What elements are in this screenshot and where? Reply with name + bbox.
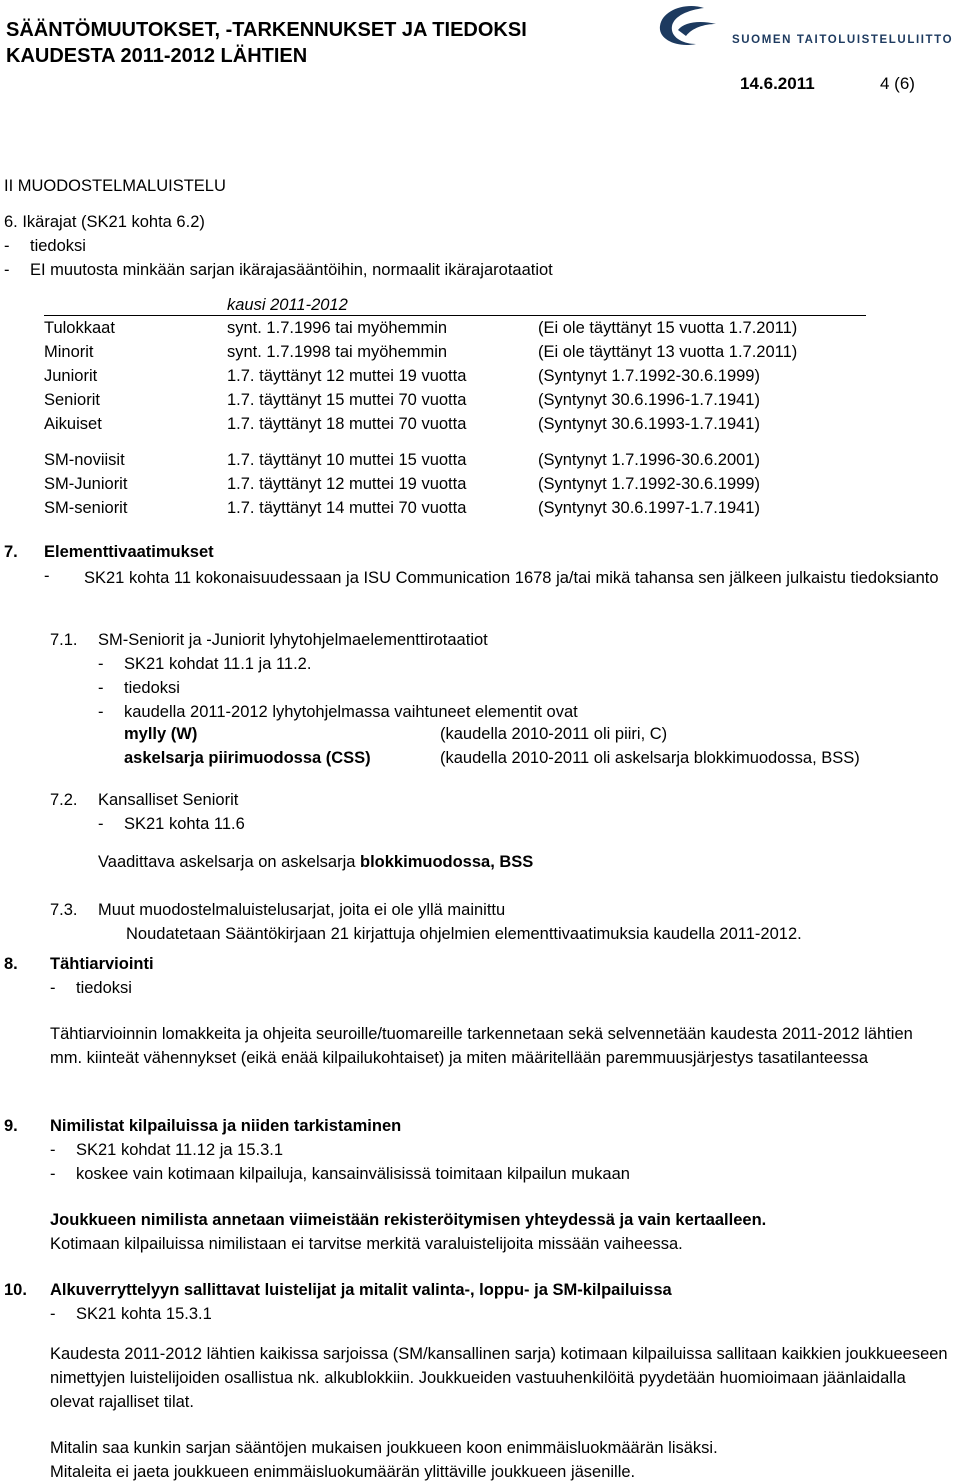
- table-rule: [44, 315, 866, 316]
- bullet-item: - kaudella 2011-2012 lyhytohjelmassa vaihtuneet elementit ovat: [98, 703, 578, 721]
- season-label: kausi 2011-2012: [227, 296, 348, 314]
- element-name: askelsarja piirimuodossa (CSS): [124, 749, 371, 767]
- paragraph: Tähtiarvioinnin lomakkeita ja ohjeita seuroille/tuomareille tarkennetaan sekä selvennetään kaudesta 2011-2012 lähtien mm. kiinteät vähennykset (eikä enää kilpailukohtaiset) ja miten määritellään paremmuusjärjestys tasatilanteessa: [50, 1025, 913, 1067]
- subsection-title: Muut muodostelmaluistelusarjat, joita ei ole yllä mainittu: [98, 901, 506, 919]
- requirement-text: Vaadittava askelsarja on askelsarja blokkimuodossa, BSS: [98, 853, 534, 871]
- subsection-title: SM-Seniorit ja -Juniorit lyhytohjelmaelementtirotaatiot: [98, 631, 488, 649]
- element-name: mylly (W): [124, 725, 198, 743]
- section-7-title: Elementtivaatimukset: [44, 543, 214, 561]
- subsection-number: 7.3.: [50, 901, 78, 919]
- table-row: SM-seniorit 1.7. täyttänyt 14 muttei 70 vuotta (Syntynyt 30.6.1997-1.7.1941): [44, 499, 760, 517]
- table-row: SM-noviisit 1.7. täyttänyt 10 muttei 15 vuotta (Syntynyt 1.7.1996-30.6.2001): [44, 451, 760, 469]
- table-row: Tulokkaat synt. 1.7.1996 tai myöhemmin (Ei ole täyttänyt 15 vuotta 1.7.2011): [44, 319, 798, 337]
- bullet-dash: -: [44, 567, 50, 585]
- table-row: Minorit synt. 1.7.1998 tai myöhemmin (Ei ole täyttänyt 13 vuotta 1.7.2011): [44, 343, 798, 361]
- bullet-item: - tiedoksi: [4, 237, 86, 255]
- document-title-line1: SÄÄNTÖMUUTOKSET, -TARKENNUKSET JA TIEDOKSI: [6, 19, 527, 41]
- subsection-number: 7.2.: [50, 791, 78, 809]
- section-7-number: 7.: [4, 543, 18, 561]
- bullet-item: - tiedoksi: [98, 679, 180, 697]
- bullet-item: - SK21 kohta 15.3.1: [50, 1305, 212, 1323]
- section-10-number: 10.: [4, 1281, 27, 1299]
- subsection-title: Kansalliset Seniorit: [98, 791, 239, 809]
- element-note: (kaudella 2010-2011 oli askelsarja blokkimuodossa, BSS): [440, 749, 860, 767]
- document-title-line2: KAUDESTA 2011-2012 LÄHTIEN: [6, 45, 308, 67]
- section-9-number: 9.: [4, 1117, 18, 1135]
- section-8-number: 8.: [4, 955, 18, 973]
- subsection-number: 7.1.: [50, 631, 78, 649]
- bullet-item: SK21 kohta 11 kokonaisuudessaan ja ISU Communication 1678 ja/tai mikä tahansa sen jälkeen julkaistu tiedoksianto: [84, 569, 939, 587]
- section-9-title: Nimilistat kilpailuissa ja niiden tarkistaminen: [50, 1117, 402, 1135]
- paragraph: Mitaleita ei jaeta joukkueen enimmäisluokumäärän ylittäville joukkueen jäsenille.: [50, 1463, 636, 1481]
- document-date: 14.6.2011: [740, 74, 815, 93]
- federation-logo-icon: [656, 4, 722, 48]
- table-row: SM-Juniorit 1.7. täyttänyt 12 muttei 19 vuotta (Syntynyt 1.7.1992-30.6.1999): [44, 475, 760, 493]
- section-8-title: Tähtiarviointi: [50, 955, 154, 973]
- table-row: Seniorit 1.7. täyttänyt 15 muttei 70 vuotta (Syntynyt 30.6.1996-1.7.1941): [44, 391, 760, 409]
- bullet-item: - tiedoksi: [50, 979, 132, 997]
- element-note: (kaudella 2010-2011 oli piiri, C): [440, 725, 668, 743]
- section-6-title: 6. Ikärajat (SK21 kohta 6.2): [4, 213, 205, 231]
- paragraph: Mitalin saa kunkin sarjan sääntöjen mukaisen joukkueen koon enimmäisluokmäärän lisäksi.: [50, 1439, 718, 1457]
- page-number: 4 (6): [880, 74, 915, 93]
- paragraph: Kaudesta 2011-2012 lähtien kaikissa sarjoissa (SM/kansallinen sarja) kotimaan kilpailuissa sallitaan kaikkien joukkueeseen nimettyjen luistelijoiden osallistua nk. alkublokkiin. Joukkueiden vastuuhenkilöitä pyydetään huomioimaan jäänlaidalla olevat rajalliset tilat.: [50, 1345, 948, 1411]
- bullet-item: - SK21 kohdat 11.12 ja 15.3.1: [50, 1141, 284, 1159]
- paragraph: Noudatetaan Sääntökirjaan 21 kirjattuja ohjelmien elementtivaatimuksia kaudella 2011-2012.: [126, 925, 802, 943]
- section-10-title: Alkuverryttelyyn sallittavat luistelijat ja mitalit valinta-, loppu- ja SM-kilpailuissa: [50, 1281, 672, 1299]
- bullet-item: - SK21 kohta 11.6: [98, 815, 245, 833]
- bullet-item: - koskee vain kotimaan kilpailuja, kansainvälisissä toimitaan kilpailun mukaan: [50, 1165, 630, 1183]
- table-row: Juniorit 1.7. täyttänyt 12 muttei 19 vuotta (Syntynyt 1.7.1992-30.6.1999): [44, 367, 760, 385]
- organization-name: SUOMEN TAITOLUISTELULIITTO: [732, 34, 954, 46]
- paragraph-bold: Joukkueen nimilista annetaan viimeistään rekisteröitymisen yhteydessä ja vain kertaalleen.: [50, 1211, 767, 1229]
- section-heading: II MUODOSTELMALUISTELU: [4, 177, 226, 195]
- table-row: Aikuiset 1.7. täyttänyt 18 muttei 70 vuotta (Syntynyt 30.6.1993-1.7.1941): [44, 415, 760, 433]
- bullet-item: - EI muutosta minkään sarjan ikärajasääntöihin, normaalit ikärajarotaatiot: [4, 261, 553, 279]
- paragraph: Kotimaan kilpailuissa nimilistaan ei tarvitse merkitä varaluistelijoita missään vaiheessa.: [50, 1235, 683, 1253]
- bullet-item: - SK21 kohdat 11.1 ja 11.2.: [98, 655, 312, 673]
